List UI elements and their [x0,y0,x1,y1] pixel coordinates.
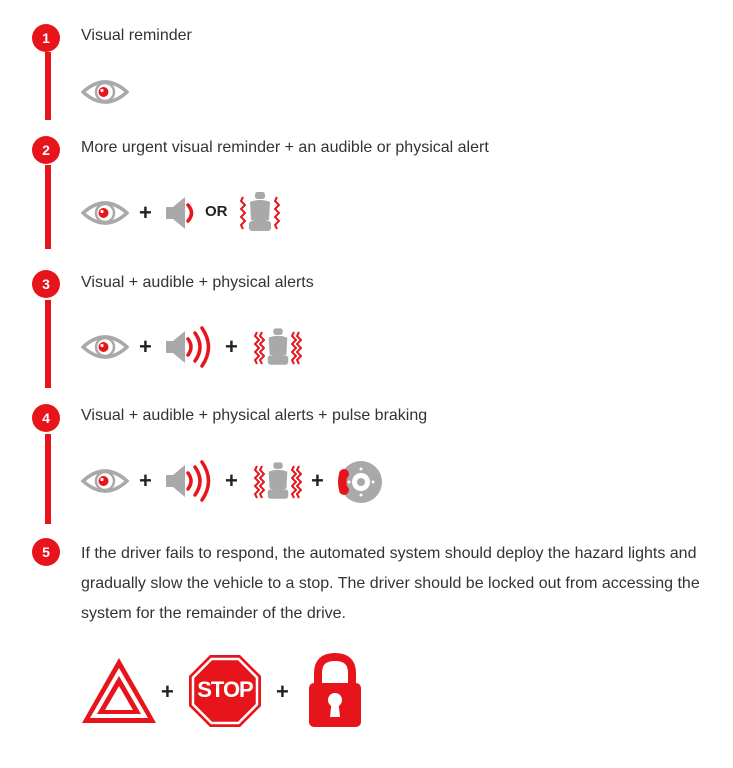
hazard-triangle-icon [80,655,158,725]
eye-icon [81,467,129,495]
vibrating-seat-icon [254,461,302,503]
or-label: OR [205,203,228,220]
plus-sign: + [139,334,152,359]
sound-waves-icon [186,460,214,502]
step-3-heading: Visual + audible + physical alerts [81,274,314,291]
vibrating-seat-icon [240,192,280,234]
plus-sign: + [276,679,289,704]
timeline-segment-2 [45,165,51,249]
brake-disc-icon [334,459,384,505]
step-2-heading: More urgent visual reminder + an audible or physical alert [81,139,489,156]
sound-waves-icon [186,326,214,368]
padlock-icon [307,653,363,729]
timeline-segment-1 [45,52,51,120]
vibrating-seat-icon [254,327,302,369]
step-3-badge: 3 [32,270,60,298]
plus-sign: + [225,334,238,359]
eye-icon [81,199,129,227]
step-4-heading: Visual + audible + physical alerts + pulse braking [81,407,428,424]
step-5-text: If the driver fails to respond, the automated system should deploy the hazard lights and gradually slow the vehicle to a stop. The driver should be locked out from accessing the system for the remainder of the drive. [81,545,700,622]
plus-sign: + [161,679,174,704]
step-1-badge: 1 [32,24,60,52]
timeline-segment-4 [45,434,51,524]
plus-sign: + [225,468,238,493]
step-2-badge: 2 [32,136,60,164]
plus-sign: + [139,200,152,225]
step-5-badge: 5 [32,538,60,566]
stop-sign-label: STOP [197,677,253,702]
eye-icon [81,78,129,106]
timeline-segment-3 [45,300,51,388]
sound-wave-icon [186,203,196,223]
step-4-badge: 4 [32,404,60,432]
plus-sign: + [311,468,324,493]
plus-sign: + [139,468,152,493]
eye-icon [81,333,129,361]
step-1-heading: Visual reminder [81,27,192,44]
